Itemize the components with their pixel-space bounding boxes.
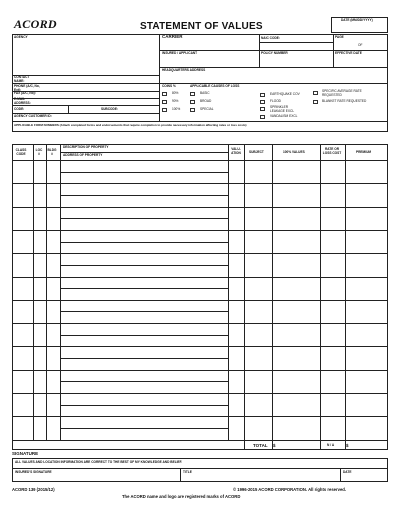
insured-signature-label: INSURED'S SIGNATURE [15, 470, 52, 474]
address-line [60, 195, 228, 196]
header-bottom-line [12, 160, 388, 161]
special-checkbox[interactable] [190, 108, 195, 112]
earthquake-label: EARTHQUAKE COV [270, 92, 300, 96]
vandalism-label: VANDALISM EXCL [270, 114, 298, 118]
table-column-divider [320, 144, 321, 440]
table-row-line [12, 416, 388, 417]
specific-average-rate-checkbox[interactable] [313, 91, 318, 95]
table-row-line [12, 207, 388, 208]
naic-code-label: NAIC CODE: [261, 36, 280, 40]
form-id: ACORD 139 (2015/12) [12, 487, 55, 492]
coins-100-checkbox[interactable] [162, 108, 167, 112]
agency-label: AGENCY [14, 35, 28, 39]
coins-80-label: 80% [172, 91, 179, 95]
broad-checkbox[interactable] [190, 100, 195, 104]
table-row-line [12, 253, 388, 254]
signature-statement: ALL VALUES AND LOCATION INFORMATION ARE CORRECT TO THE BEST OF MY KNOWLEDGE AND BELIEF. [15, 460, 183, 464]
class-code-header: CLASS CODE [15, 148, 27, 156]
premium-header: PREMIUM [356, 150, 372, 154]
effective-date-label: EFFECTIVE DATE [335, 51, 362, 55]
insured-applicant-field[interactable] [161, 56, 261, 68]
basic-checkbox[interactable] [190, 92, 195, 96]
total-column-divider [244, 440, 245, 450]
copyright: © 1996-2015 ACORD CORPORATION. All rights reserved. [233, 487, 347, 492]
date-field[interactable] [333, 24, 390, 34]
coins-90-checkbox[interactable] [162, 100, 167, 104]
title-field[interactable] [183, 475, 342, 483]
basic-label: BASIC [200, 91, 210, 95]
page-of-label: OF [358, 43, 363, 47]
address-line [60, 381, 228, 382]
email-label: E-MAIL ADDRESS: [14, 97, 31, 105]
blanket-rate-checkbox[interactable] [313, 100, 318, 104]
table-column-divider [228, 144, 229, 440]
sprinkler-leakage-label: SPRINKLER LEAKAGE EXCL [270, 105, 295, 113]
naic-code-field[interactable] [261, 43, 335, 51]
signature-heading: SIGNATURE [12, 451, 39, 456]
insured-signature-field[interactable] [15, 475, 182, 483]
form-numbers-label: APPLICABLE FORM NUMBERS (Attach completed forms and endorsements that require completion to provide necessary information affecting rates or loss costs) [14, 123, 247, 127]
code-label: CODE: [14, 107, 25, 111]
special-label: SPECIAL [200, 107, 214, 111]
acord-logo: ACORD [14, 17, 57, 31]
sprinkler-leakage-checkbox[interactable] [260, 107, 265, 111]
bldg-header: BLDG # [47, 148, 57, 156]
headquarters-address-field[interactable] [161, 73, 390, 84]
rate-header: RATE OR LOSS COST [322, 147, 342, 155]
agency-customer-id-label: AGENCY CUSTOMER ID: [14, 114, 52, 118]
table-column-divider [272, 144, 273, 440]
coins-90-label: 90% [172, 99, 179, 103]
causes-of-loss-label: APPLICABLE CAUSES OF LOSS [190, 84, 240, 88]
table-row-line [12, 277, 388, 278]
phone-label: PHONE (A/C, No, Ext): [14, 84, 40, 92]
coins-80-checkbox[interactable] [162, 92, 167, 96]
address-line [60, 311, 228, 312]
address-line [60, 172, 228, 173]
table-row-line [12, 346, 388, 347]
address-line [60, 405, 228, 406]
total-values-field[interactable] [278, 442, 322, 451]
contact-name-label: CONTACT NAME: [14, 75, 30, 83]
form-title: STATEMENT OF VALUES [140, 21, 263, 32]
na-label: N / A [327, 443, 335, 447]
address-line [60, 335, 228, 336]
fax-label: FAX (A/C, No): [14, 91, 36, 95]
loc-header: LOC # [35, 148, 43, 156]
date-signed-label: DATE [343, 470, 352, 474]
headquarters-address-label: HEADQUARTERS ADDRESS [162, 68, 206, 72]
title-label: TITLE [183, 470, 192, 474]
coins-100-label: 100% [172, 107, 181, 111]
table-column-divider [46, 144, 47, 440]
page-label: PAGE [335, 35, 344, 39]
table-column-divider [60, 144, 61, 440]
insured-applicant-label: INSURED / APPLICANT [162, 51, 198, 55]
address-header: ADDRESS OF PROPERTY [63, 153, 103, 157]
description-header: DESCRIPTION OF PROPERTY [63, 145, 109, 149]
total-currency: $ [273, 443, 276, 448]
blanket-rate-label: BLANKET RATE REQUESTED [322, 99, 367, 103]
total-label: TOTAL [253, 443, 268, 448]
body-bottom-line [12, 440, 388, 441]
values-header: 100% VALUES [283, 150, 305, 154]
table-row-line [12, 370, 388, 371]
table-row-line [12, 300, 388, 301]
carrier-label: CARRIER [162, 34, 183, 39]
policy-number-label: POLICY NUMBER [261, 51, 288, 55]
earthquake-checkbox[interactable] [260, 93, 265, 97]
subject-header: SUBJECT [249, 150, 264, 154]
broad-label: BROAD [200, 99, 212, 103]
flood-label: FLOOD [270, 99, 281, 103]
premium-currency: $ [346, 443, 349, 448]
table-row-line [12, 393, 388, 394]
address-line [60, 265, 228, 266]
table-column-divider [33, 144, 34, 440]
specific-average-rate-label: SPECIFIC AVERAGE RATE REQUESTED [322, 89, 362, 97]
valuation-header: VALU- ATION [231, 147, 241, 155]
trademark: The ACORD name and logo are registered marks of ACORD [122, 494, 241, 499]
effective-date-field[interactable] [335, 56, 390, 68]
table-row-line [12, 183, 388, 184]
subcode-label: SUBCODE: [101, 107, 119, 111]
table-column-divider [345, 144, 346, 440]
address-line [60, 358, 228, 359]
form-numbers-field[interactable] [14, 128, 390, 133]
total-premium-field[interactable] [351, 442, 390, 451]
date-signed-field[interactable] [343, 475, 390, 483]
address-line [60, 288, 228, 289]
table-row-line [12, 230, 388, 231]
address-line [60, 242, 228, 243]
table-row-line [12, 323, 388, 324]
flood-checkbox[interactable] [260, 100, 265, 104]
agency-field[interactable] [14, 41, 161, 76]
date-label: DATE (MM/DD/YYYY) [341, 18, 373, 22]
policy-number-field[interactable] [261, 56, 335, 68]
carrier-field[interactable] [161, 41, 261, 51]
vandalism-checkbox[interactable] [260, 115, 265, 119]
table-column-divider [244, 144, 245, 440]
address-line [60, 218, 228, 219]
address-line [60, 428, 228, 429]
coins-label: COINS % [162, 84, 176, 88]
